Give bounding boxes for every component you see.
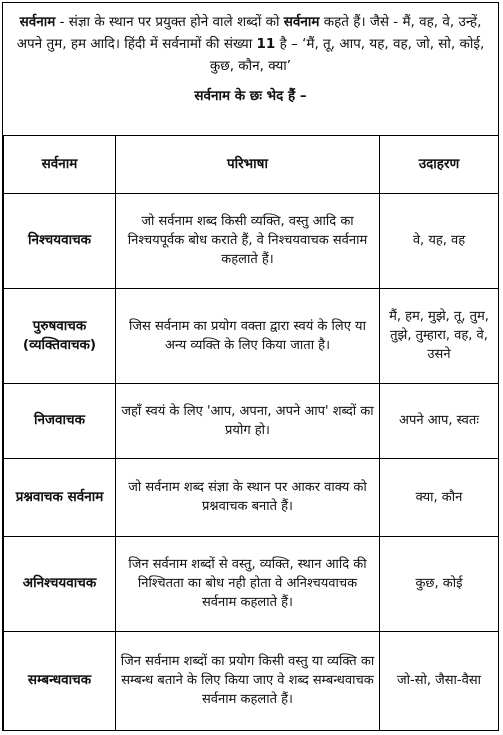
table-row — [4, 536, 499, 631]
header-definition: परिभाषा — [116, 136, 380, 193]
intro-term-2: सर्वनाम — [283, 14, 320, 30]
row-name: पुरुषवाचक (व्यक्तिवाचक) — [4, 288, 116, 383]
row-name: सम्बन्धवाचक — [4, 631, 116, 730]
intro-text-3: है – ‘मैं, तू, आप, यह, वह, जो, सो, कोई, कुछ, कौन, क्या’ — [209, 36, 485, 74]
header-examples: उदाहरण — [380, 136, 499, 193]
table-row — [4, 288, 499, 383]
row-examples: मैं, हम, मुझे, तू, तुम, तुझे, तुम्हारा, वह, वे, उसने — [380, 288, 499, 383]
intro-text-2: कहते हैं। जैसे - मैं, वह, वे, उन्हें, अपने तुम, हम आदि। हिंदी में सर्वनामों की संख्या — [16, 14, 482, 52]
header-pronoun: सर्वनाम — [4, 136, 116, 193]
row-name: अनिश्चयवाचक — [4, 536, 116, 631]
intro-paragraph — [9, 11, 492, 77]
document-frame — [2, 2, 499, 731]
row-name: निजवाचक — [4, 383, 116, 458]
pronoun-types-table — [3, 136, 499, 731]
table-row — [4, 383, 499, 458]
row-name: निश्चयवाचक — [4, 193, 116, 288]
row-definition: जो सर्वनाम शब्द किसी व्यक्ति, वस्तु आदि का निश्चयपूर्वक बोध कराते हैं, वे निश्चयवाचक सर्वनाम कहलाते हैं। — [116, 193, 380, 288]
intro-term: सर्वनाम — [19, 14, 56, 30]
table-row — [4, 193, 499, 288]
intro-section — [3, 3, 498, 136]
row-definition: जिन सर्वनाम शब्दों का प्रयोग किसी वस्तु या व्यक्ति का सम्बन्ध बताने के लिए किया जाए वे शब्द सम्बन्धवाचक सर्वनाम कहलाते हैं। — [116, 631, 380, 730]
table-row — [4, 631, 499, 730]
intro-count: 11 — [256, 36, 276, 52]
row-definition: जिन सर्वनाम शब्दों से वस्तु, व्यक्ति, स्थान आदि की निश्चितता का बोध नही होता वे अनिश्चयवाचक सर्वनाम कहलाते हैं। — [116, 536, 380, 631]
row-examples: अपने आप, स्वतः — [380, 383, 499, 458]
row-examples: क्या, कौन — [380, 458, 499, 536]
row-examples: जो-सो, जैसा-वैसा — [380, 631, 499, 730]
table-header-row — [4, 136, 499, 193]
row-definition: जो सर्वनाम शब्द संज्ञा के स्थान पर आकर वाक्य को प्रश्नवाचक बनाते हैं। — [116, 458, 380, 536]
intro-text-1: - संज्ञा के स्थान पर प्रयुक्त होने वाले शब्दों को — [55, 14, 284, 30]
row-definition: जहाँ स्वयं के लिए 'आप, अपना, अपने आप' शब्दों का प्रयोग हो। — [116, 383, 380, 458]
row-examples: कुछ, कोई — [380, 536, 499, 631]
row-definition: जिस सर्वनाम का प्रयोग वक्ता द्वारा स्वयं के लिए या अन्य व्यक्ति के लिए किया जाता है। — [116, 288, 380, 383]
row-name: प्रश्नवाचक सर्वनाम — [4, 458, 116, 536]
table-row — [4, 458, 499, 536]
row-examples: वे, यह, वह — [380, 193, 499, 288]
intro-subheading: सर्वनाम के छः भेद हैं – — [194, 88, 307, 104]
